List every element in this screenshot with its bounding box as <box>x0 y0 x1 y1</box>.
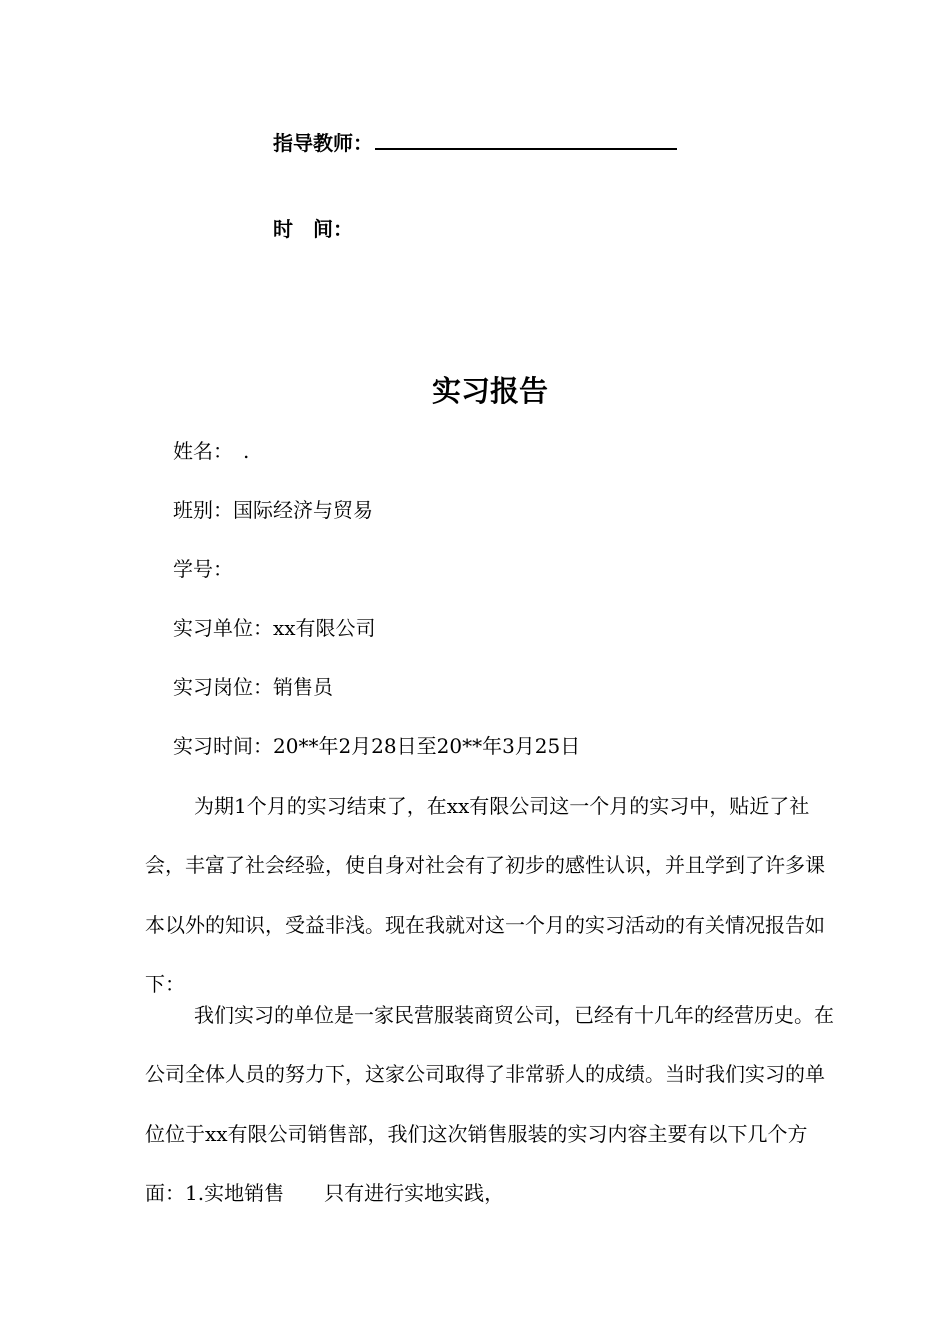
advisor-blank-field <box>375 130 677 150</box>
info-company: 实习单位：xx有限公司 <box>173 616 376 640</box>
info-student-id: 学号： <box>173 557 233 581</box>
paragraph-intro: 为期1个月的实习结束了，在xx有限公司这一个月的实习中，贴近了社会，丰富了社会经验，使自身对社会有了初步的感性认识，并且学到了许多课本以外的知识，受益非浅。现在我就对这一个月的实习活动的有关情况报告如下： <box>145 794 825 996</box>
info-name: 姓名： . <box>173 439 250 463</box>
time-line <box>273 217 353 241</box>
info-class: 班别：国际经济与贸易 <box>173 498 373 522</box>
time-label: 时 间： <box>273 217 353 241</box>
info-period: 实习时间：20**年2月28日至20**年3月25日 <box>173 734 581 758</box>
info-position: 实习岗位：销售员 <box>173 675 333 699</box>
paragraph-company: 我们实习的单位是一家民营服装商贸公司，已经有十几年的经营历史。在公司全体人员的努力下，这家公司取得了非常骄人的成绩。当时我们实习的单位位于xx有限公司销售部，我们这次销售服装的实习内容主要有以下几个方面：1.实地销售 只有进行实地实践， <box>145 1003 834 1205</box>
advisor-line <box>273 130 677 155</box>
advisor-label: 指导教师： <box>273 131 373 155</box>
report-title: 实习报告 <box>431 374 548 408</box>
